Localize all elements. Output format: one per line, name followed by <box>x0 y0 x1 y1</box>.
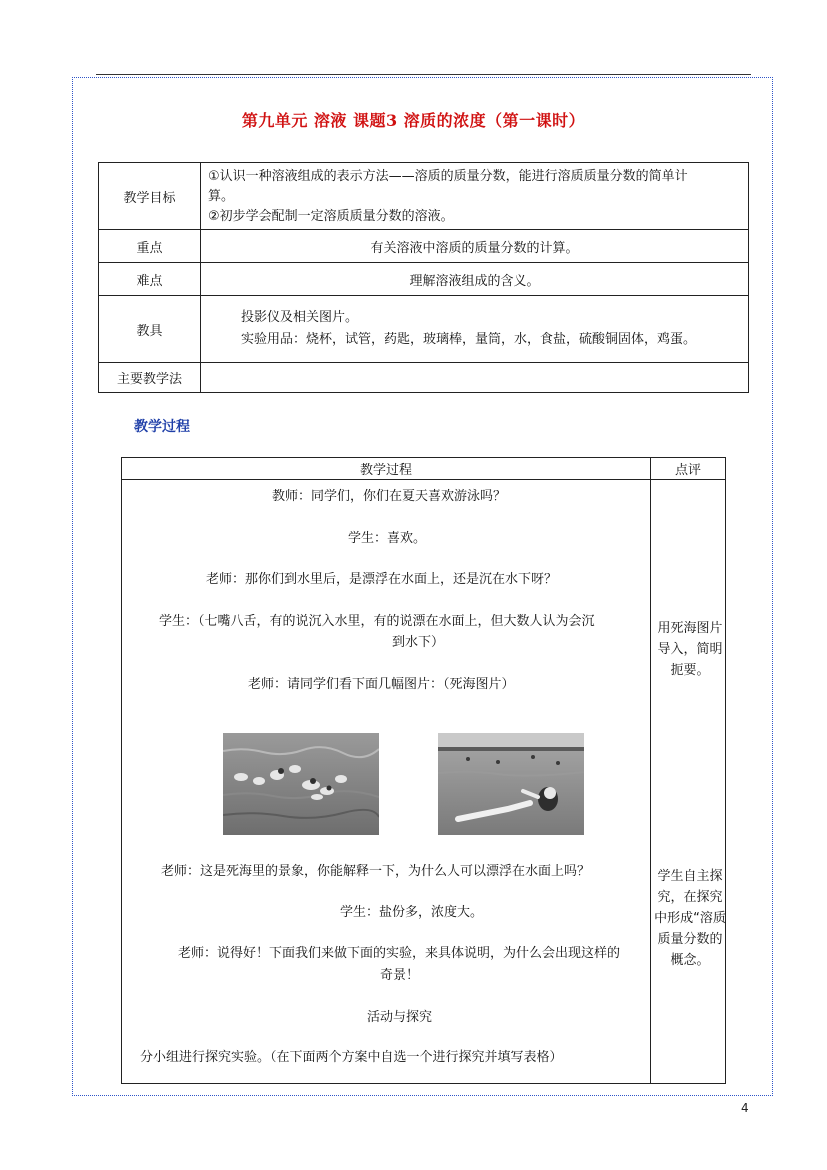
goal-label: 教学目标 <box>99 163 201 230</box>
process-comment-cell <box>651 480 726 1084</box>
dialogue-line: 奇景！ <box>380 968 420 983</box>
goal-content <box>201 163 749 230</box>
dialogue-line: 到水下） <box>392 635 445 650</box>
process-header-main: 教学过程 <box>122 458 651 480</box>
dialogue-line: 老师：说得好！下面我们来做下面的实验，来具体说明，为什么会出现这样的 <box>178 946 621 961</box>
process-body-row <box>122 480 726 1084</box>
difficulty-row <box>99 263 749 296</box>
key-point-row <box>99 230 749 263</box>
teaching-process-table <box>121 457 726 1084</box>
dialogue-line: 学生：（七嘴八舌，有的说沉入水里，有的说漂在水面上，但大数人认为会沉 <box>159 614 595 629</box>
dialogue-line: 老师：那你们到水里后，是漂浮在水面上，还是沉在水下呀？ <box>206 572 558 587</box>
lesson-info-table <box>98 162 749 393</box>
goal-line-2: 算。 <box>208 189 235 204</box>
comment-self-exploration: 学生自主探究，在探究中形成“溶质质量分数的概念。 <box>654 869 726 968</box>
section-title: 教学过程 <box>134 419 190 435</box>
dialogue-line: 学生：喜欢。 <box>348 531 427 546</box>
tools-row <box>99 296 749 363</box>
goal-line-1: ①认识一种溶液组成的表示方法——溶质的质量分数，能进行溶质质量分数的简单计 <box>208 169 688 184</box>
key-point-label: 重点 <box>99 230 201 263</box>
difficulty-label: 难点 <box>99 263 201 296</box>
key-point-text: 有关溶液中溶质的质量分数的计算。 <box>201 230 749 263</box>
process-header-comment: 点评 <box>651 458 726 480</box>
method-text <box>201 363 749 393</box>
header-rule <box>96 74 751 75</box>
method-row <box>99 363 749 393</box>
dead-sea-photo-floating-person <box>438 733 584 835</box>
dialogue-line: 学生：盐份多，浓度大。 <box>340 905 484 920</box>
process-header-row <box>122 458 726 480</box>
goal-line-3: ②初步学会配制一定溶质质量分数的溶液。 <box>208 209 454 224</box>
page-number: 4 <box>741 1101 749 1115</box>
tools-label: 教具 <box>99 296 201 363</box>
goal-row <box>99 163 749 230</box>
tools-content <box>201 296 749 363</box>
method-label: 主要教学法 <box>99 363 201 393</box>
tools-line-1: 投影仪及相关图片。 <box>241 310 359 325</box>
dialogue-line: 老师：请同学们看下面几幅图片：（死海图片） <box>248 677 515 692</box>
dead-sea-photo-swimmers <box>223 733 379 835</box>
dialogue-line: 老师：这是死海里的景象，你能解释一下，为什么人可以漂浮在水面上吗？ <box>161 864 591 879</box>
comment-dead-sea-intro: 用死海图片导入，简明扼要。 <box>657 621 723 678</box>
activity-heading: 活动与探究 <box>367 1010 433 1025</box>
document-title: 第九单元 溶液 课题3 溶质的浓度（第一课时） <box>241 111 586 130</box>
dialogue-line: 教师：同学们，你们在夏天喜欢游泳吗？ <box>272 489 507 504</box>
process-main-cell <box>122 480 651 1084</box>
difficulty-text: 理解溶液组成的含义。 <box>201 263 749 296</box>
dialogue-line: 分小组进行探究实验。（在下面两个方案中自选一个进行探究并填写表格） <box>140 1050 563 1065</box>
tools-line-2: 实验用品：烧杯，试管，药匙，玻璃棒，量筒，水，食盐，硫酸铜固体，鸡蛋。 <box>241 332 697 347</box>
